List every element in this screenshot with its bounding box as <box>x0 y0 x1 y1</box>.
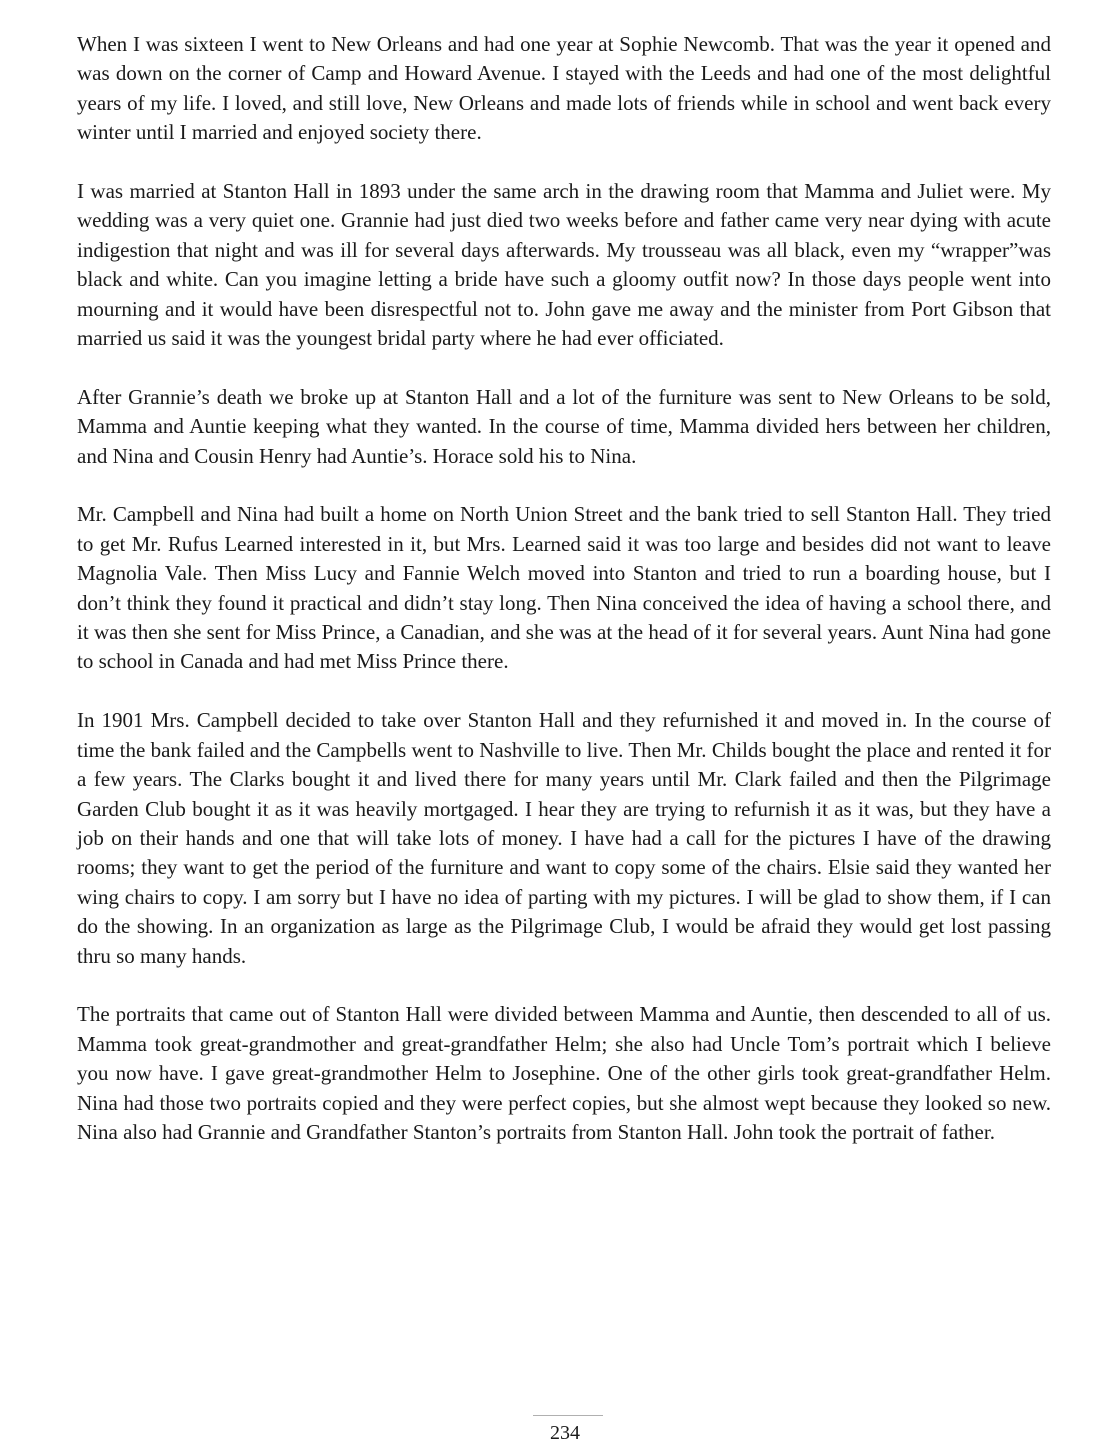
page-number-rule <box>533 1415 603 1416</box>
body-text <box>77 30 1051 1177</box>
paragraph-5: In 1901 Mrs. Campbell decided to take over Stanton Hall and they refurnished it and moved in. In the course of time the bank failed and the Campbells went to Nashville to live. Then Mr. Childs bought the place and rented it for a few years. The Clarks bought it and lived there for many years until Mr. Clark failed and then the Pilgrimage Garden Club bought it as it was heavily mortgaged. I hear they are trying to refurnish it as it was, but they have a job on their hands and one that will take lots of money. I have had a call for the pictures I have of the drawing rooms; they want to get the period of the furniture and want to copy some of the chairs. Elsie said they wanted her wing chairs to copy. I am sorry but I have no idea of parting with my pictures. I will be glad to show them, if I can do the showing. In an organization as large as the Pilgrimage Club, I would be afraid they would get lost passing thru so many hands. <box>77 708 1051 968</box>
paragraph-3: After Grannie’s death we broke up at Stanton Hall and a lot of the furniture was sent to New Orleans to be sold, Mamma and Auntie keeping what they wanted. In the course of time, Mamma divided hers between her children, and Nina and Cousin Henry had Auntie’s. Horace sold his to Nina. <box>77 384 1051 468</box>
paragraph-1: When I was sixteen I went to New Orleans and had one year at Sophie Newcomb. That was the year it opened and was down on the corner of Camp and Howard Avenue. I stayed with the Leeds and had one of the most delightful years of my life. I loved, and still love, New Orleans and made lots of friends while in school and went back every winter until I married and enjoyed society there. <box>77 32 1051 145</box>
page-number: 234 <box>550 1422 580 1444</box>
paragraph-2: I was married at Stanton Hall in 1893 under the same arch in the drawing room that Mamma and Juliet were. My wedding was a very quiet one. Grannie had just died two weeks before and father came very near dying with acute indigestion that night and was ill for several days afterwards. My trousseau was all black, even my “wrapper”was black and white. Can you imagine letting a bride have such a gloomy outfit now? In those days people went into mourning and it would have been disrespectful not to. John gave me away and the minister from Port Gibson that married us said it was the youngest bridal party where he had ever officiated. <box>77 179 1051 351</box>
paragraph-6: The portraits that came out of Stanton Hall were divided between Mamma and Auntie, then descended to all of us. Mamma took great-grandmother and great-grandfather Helm; she also had Uncle Tom’s portrait which I believe you now have. I gave great-grandmother Helm to Josephine. One of the other girls took great-grandfather Helm. Nina had those two portraits copied and they were perfect copies, but she almost wept because they looked so new. Nina also had Grannie and Grandfather Stanton’s portraits from Stanton Hall. John took the portrait of father. <box>77 1002 1051 1144</box>
paragraph-4: Mr. Campbell and Nina had built a home on North Union Street and the bank tried to sell Stanton Hall. They tried to get Mr. Rufus Learned interested in it, but Mrs. Learned said it was too large and besides did not want to leave Magnolia Vale. Then Miss Lucy and Fannie Welch moved into Stanton and tried to run a boarding house, but I don’t think they found it practical and didn’t stay long. Then Nina conceived the idea of having a school there, and it was then she sent for Miss Prince, a Canadian, and she was at the head of it for several years. Aunt Nina had gone to school in Canada and had met Miss Prince there. <box>77 502 1051 674</box>
